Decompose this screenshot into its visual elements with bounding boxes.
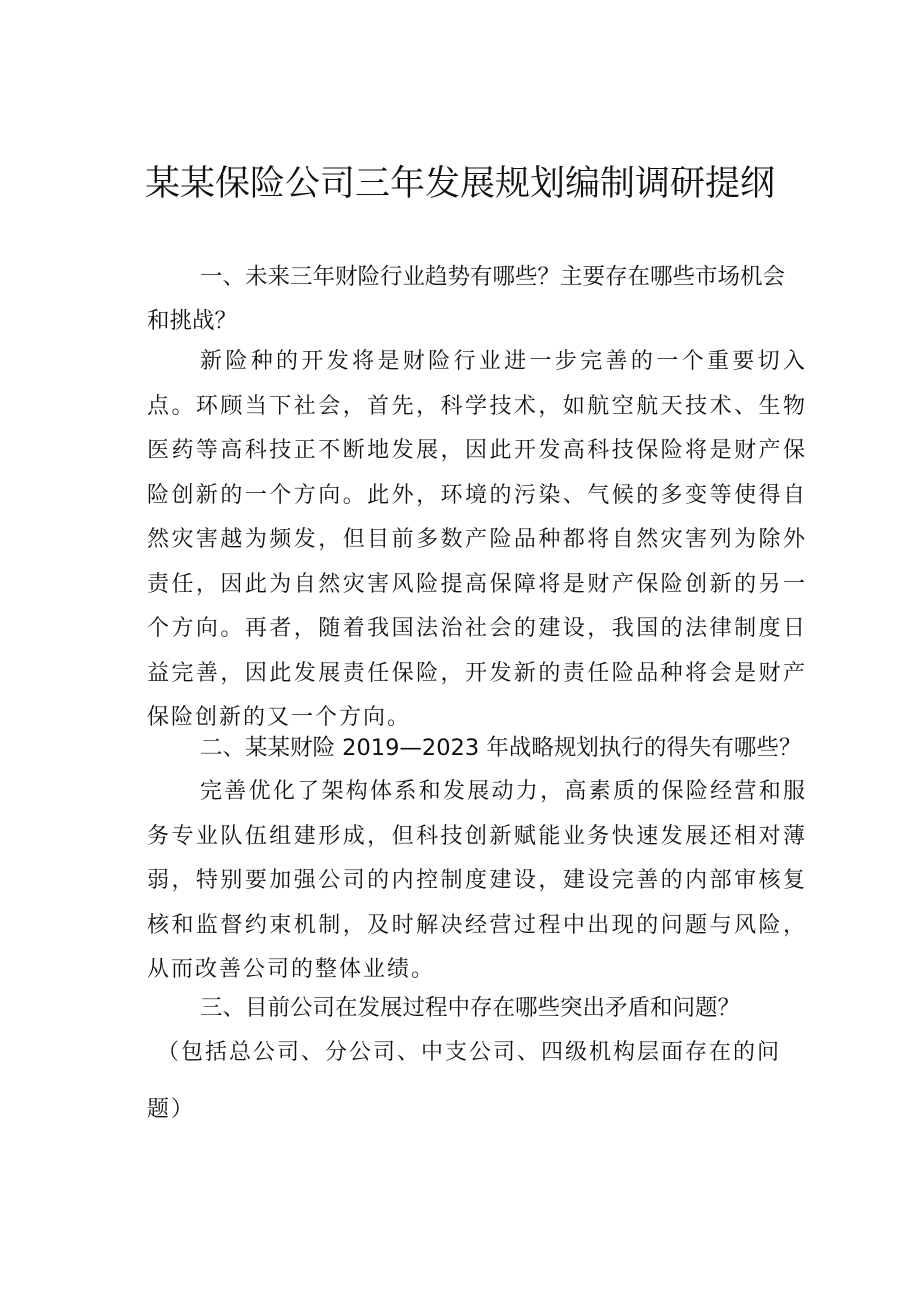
- section-2-body: 完善优化了架构体系和发展动力，高素质的保险经营和服务专业队伍组建形成，但科技创新赋能业务快速发展还相对薄弱，特别要加强公司的内控制度建设，建设完善的内部审核复核和监督约束机制，及时解决经营过程中出现的问题与风险，从而改善公司的整体业绩。: [147, 779, 807, 982]
- section-1-body: 新险种的开发将是财险行业进一步完善的一个重要切入点。环顾当下社会，首先，科学技术，如航空航天技术、生物医药等高科技正不断地发展，因此开发高科技保险将是财产保险创新的一个方向。此外，环境的污染、气候的多变等使得自然灾害越为频发，但目前多数产险品种都将自然灾害列为除外责任，因此为自然灾害风险提高保障将是财产保险创新的另一个方向。再者，随着我国法治社会的建设，我国的法律制度日益完善，因此发展责任保险，开发新的责任险品种将会是财产保险创新的又一个方向。: [147, 349, 807, 730]
- section-1-heading: 一、未来三年财险行业趋势有哪些？主要存在哪些市场机会和挑战？: [147, 264, 786, 334]
- document-title: 某某保险公司三年发展规划编制调研提纲: [144, 164, 775, 204]
- section-3-heading: 三、目前公司在发展过程中存在哪些突出矛盾和问题？: [200, 995, 741, 1021]
- section-2-heading: 二、某某财险 2019—2023 年战略规划执行的得失有哪些？: [200, 735, 802, 761]
- section-3-note: （包括总公司、分公司、中支公司、四级机构层面存在的问题）: [147, 1040, 782, 1122]
